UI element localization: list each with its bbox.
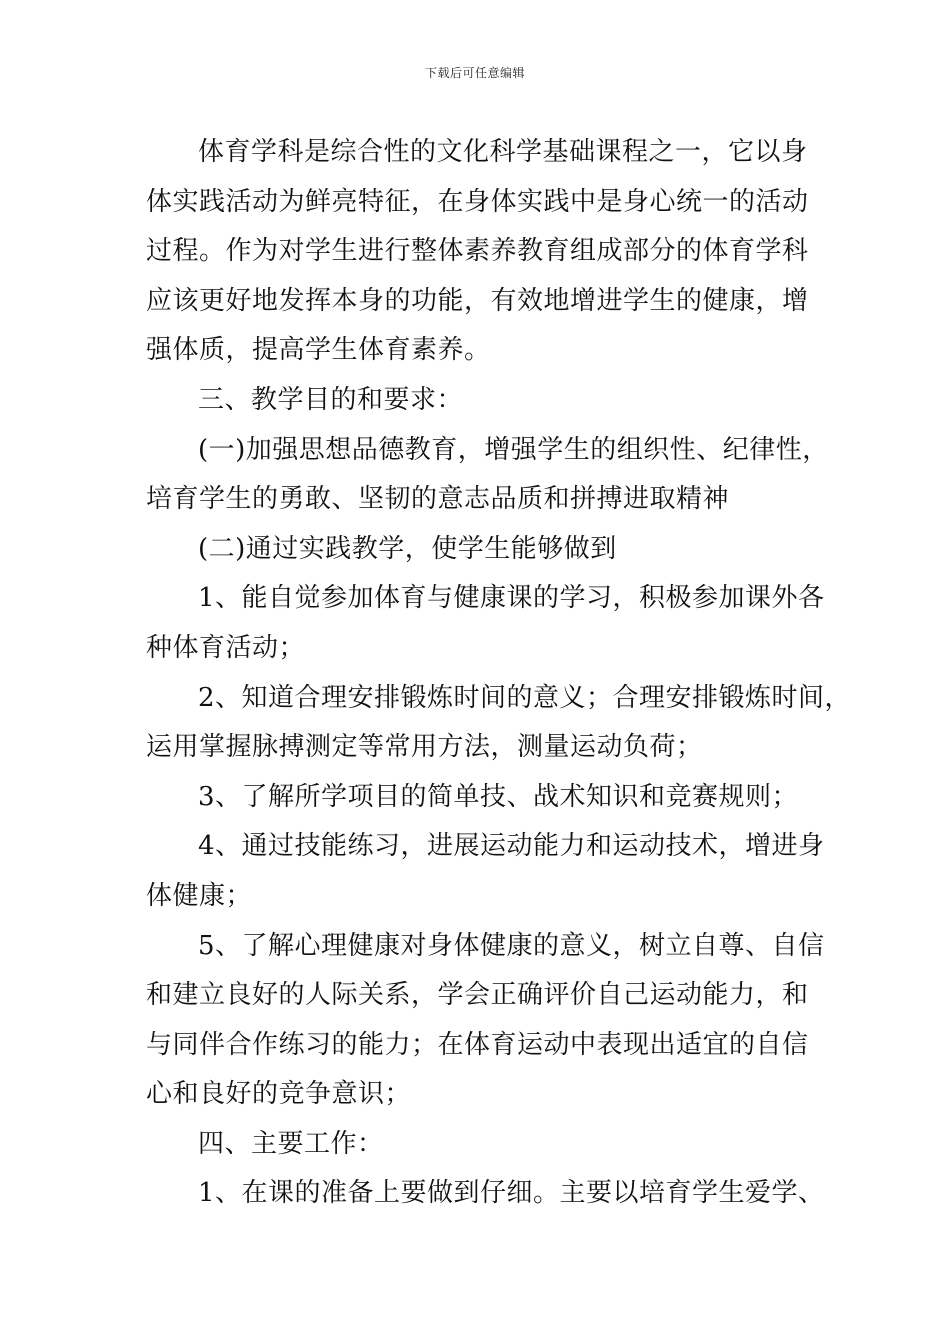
text-line: 体实践活动为鲜亮特征，在身体实践中是身心统一的活动 bbox=[146, 186, 809, 217]
text-line: (一)加强思想品德教育，增强学生的组织性、纪律性， bbox=[198, 434, 829, 465]
section-heading: 四、主要工作： bbox=[198, 1128, 384, 1159]
text-line: 种体育活动； bbox=[146, 632, 306, 663]
list-item: 2、知道合理安排锻炼时间的意义；合理安排锻炼时间， bbox=[198, 682, 852, 713]
text-line: 和建立良好的人际关系，学会正确评价自己运动能力，和 bbox=[146, 980, 809, 1011]
text-line: 与同伴合作练习的能力；在体育运动中表现出适宜的自信 bbox=[146, 1029, 809, 1060]
text-line: 心和良好的竞争意识； bbox=[146, 1079, 412, 1110]
text-line: (二)通过实践教学，使学生能够做到 bbox=[198, 533, 617, 564]
list-item: 1、能自觉参加体育与健康课的学习，积极参加课外各 bbox=[198, 583, 825, 614]
text-line: 应该更好地发挥本身的功能，有效地增进学生的健康，增 bbox=[146, 285, 809, 316]
list-item: 3、了解所学项目的简单技、战术知识和竞赛规则； bbox=[198, 781, 799, 812]
list-item: 5、了解心理健康对身体健康的意义，树立自尊、自信 bbox=[198, 930, 825, 961]
text-line: 培育学生的勇敢、坚韧的意志品质和拼搏进取精神 bbox=[146, 484, 730, 515]
page-header: 下载后可任意编辑 bbox=[424, 66, 525, 80]
text-line: 强体质，提高学生体育素养。 bbox=[146, 335, 491, 366]
text-line: 体育学科是综合性的文化科学基础课程之一，它以身 bbox=[198, 137, 808, 167]
text-line: 运用掌握脉搏测定等常用方法，测量运动负荷； bbox=[146, 732, 703, 763]
list-item: 1、在课的准备上要做到仔细。主要以培育学生爱学、 bbox=[198, 1178, 825, 1209]
text-line: 过程。作为对学生进行整体素养教育组成部分的体育学科 bbox=[146, 236, 809, 267]
list-item: 4、通过技能练习，进展运动能力和运动技术，增进身 bbox=[198, 831, 825, 862]
text-line: 体健康； bbox=[146, 880, 253, 911]
document-body bbox=[146, 128, 852, 1219]
section-heading: 三、教学目的和要求： bbox=[198, 384, 464, 415]
